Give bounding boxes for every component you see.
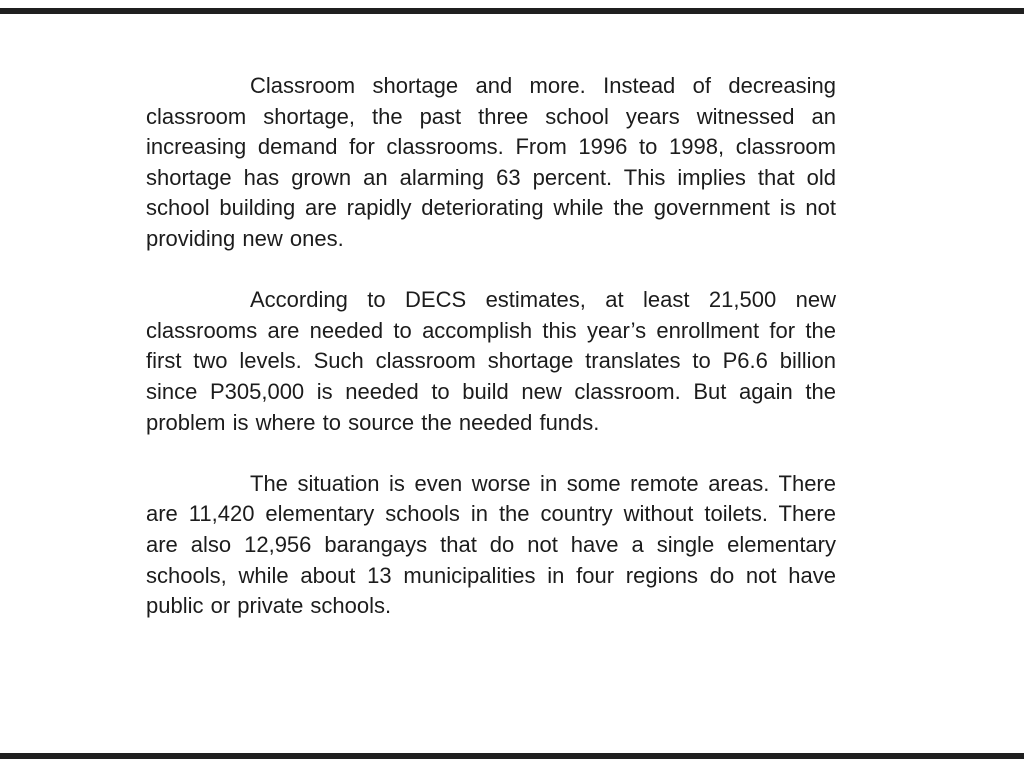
slide-border-bottom bbox=[0, 753, 1024, 759]
paragraph-classroom-shortage: Classroom shortage and more. Instead of decreasing classroom shortage, the past three school years witnessed an increasing demand for classrooms. From 1996 to 1998, classroom shortage has grown an alarming 63 percent. This implies that old school building are rapidly deteriorating while the government is not providing new ones. bbox=[146, 73, 836, 251]
slide-border-top bbox=[0, 8, 1024, 14]
paragraph-remote-areas: The situation is even worse in some remote areas. There are 11,420 elementary schools in the country without toilets. There are also 12,956 barangays that do not have a single elementary schools, while about 13 municipalities in four regions do not have public or private schools. bbox=[146, 470, 836, 619]
paragraph-decs-estimates: According to DECS estimates, at least 21,500 new classrooms are needed to accomplish this year’s enrollment for the first two levels. Such classroom shortage translates to P6.6 billion since P305,000 is needed to build new classroom. But again the problem is where to source the needed funds. bbox=[146, 287, 836, 435]
slide-body-text bbox=[146, 71, 836, 622]
